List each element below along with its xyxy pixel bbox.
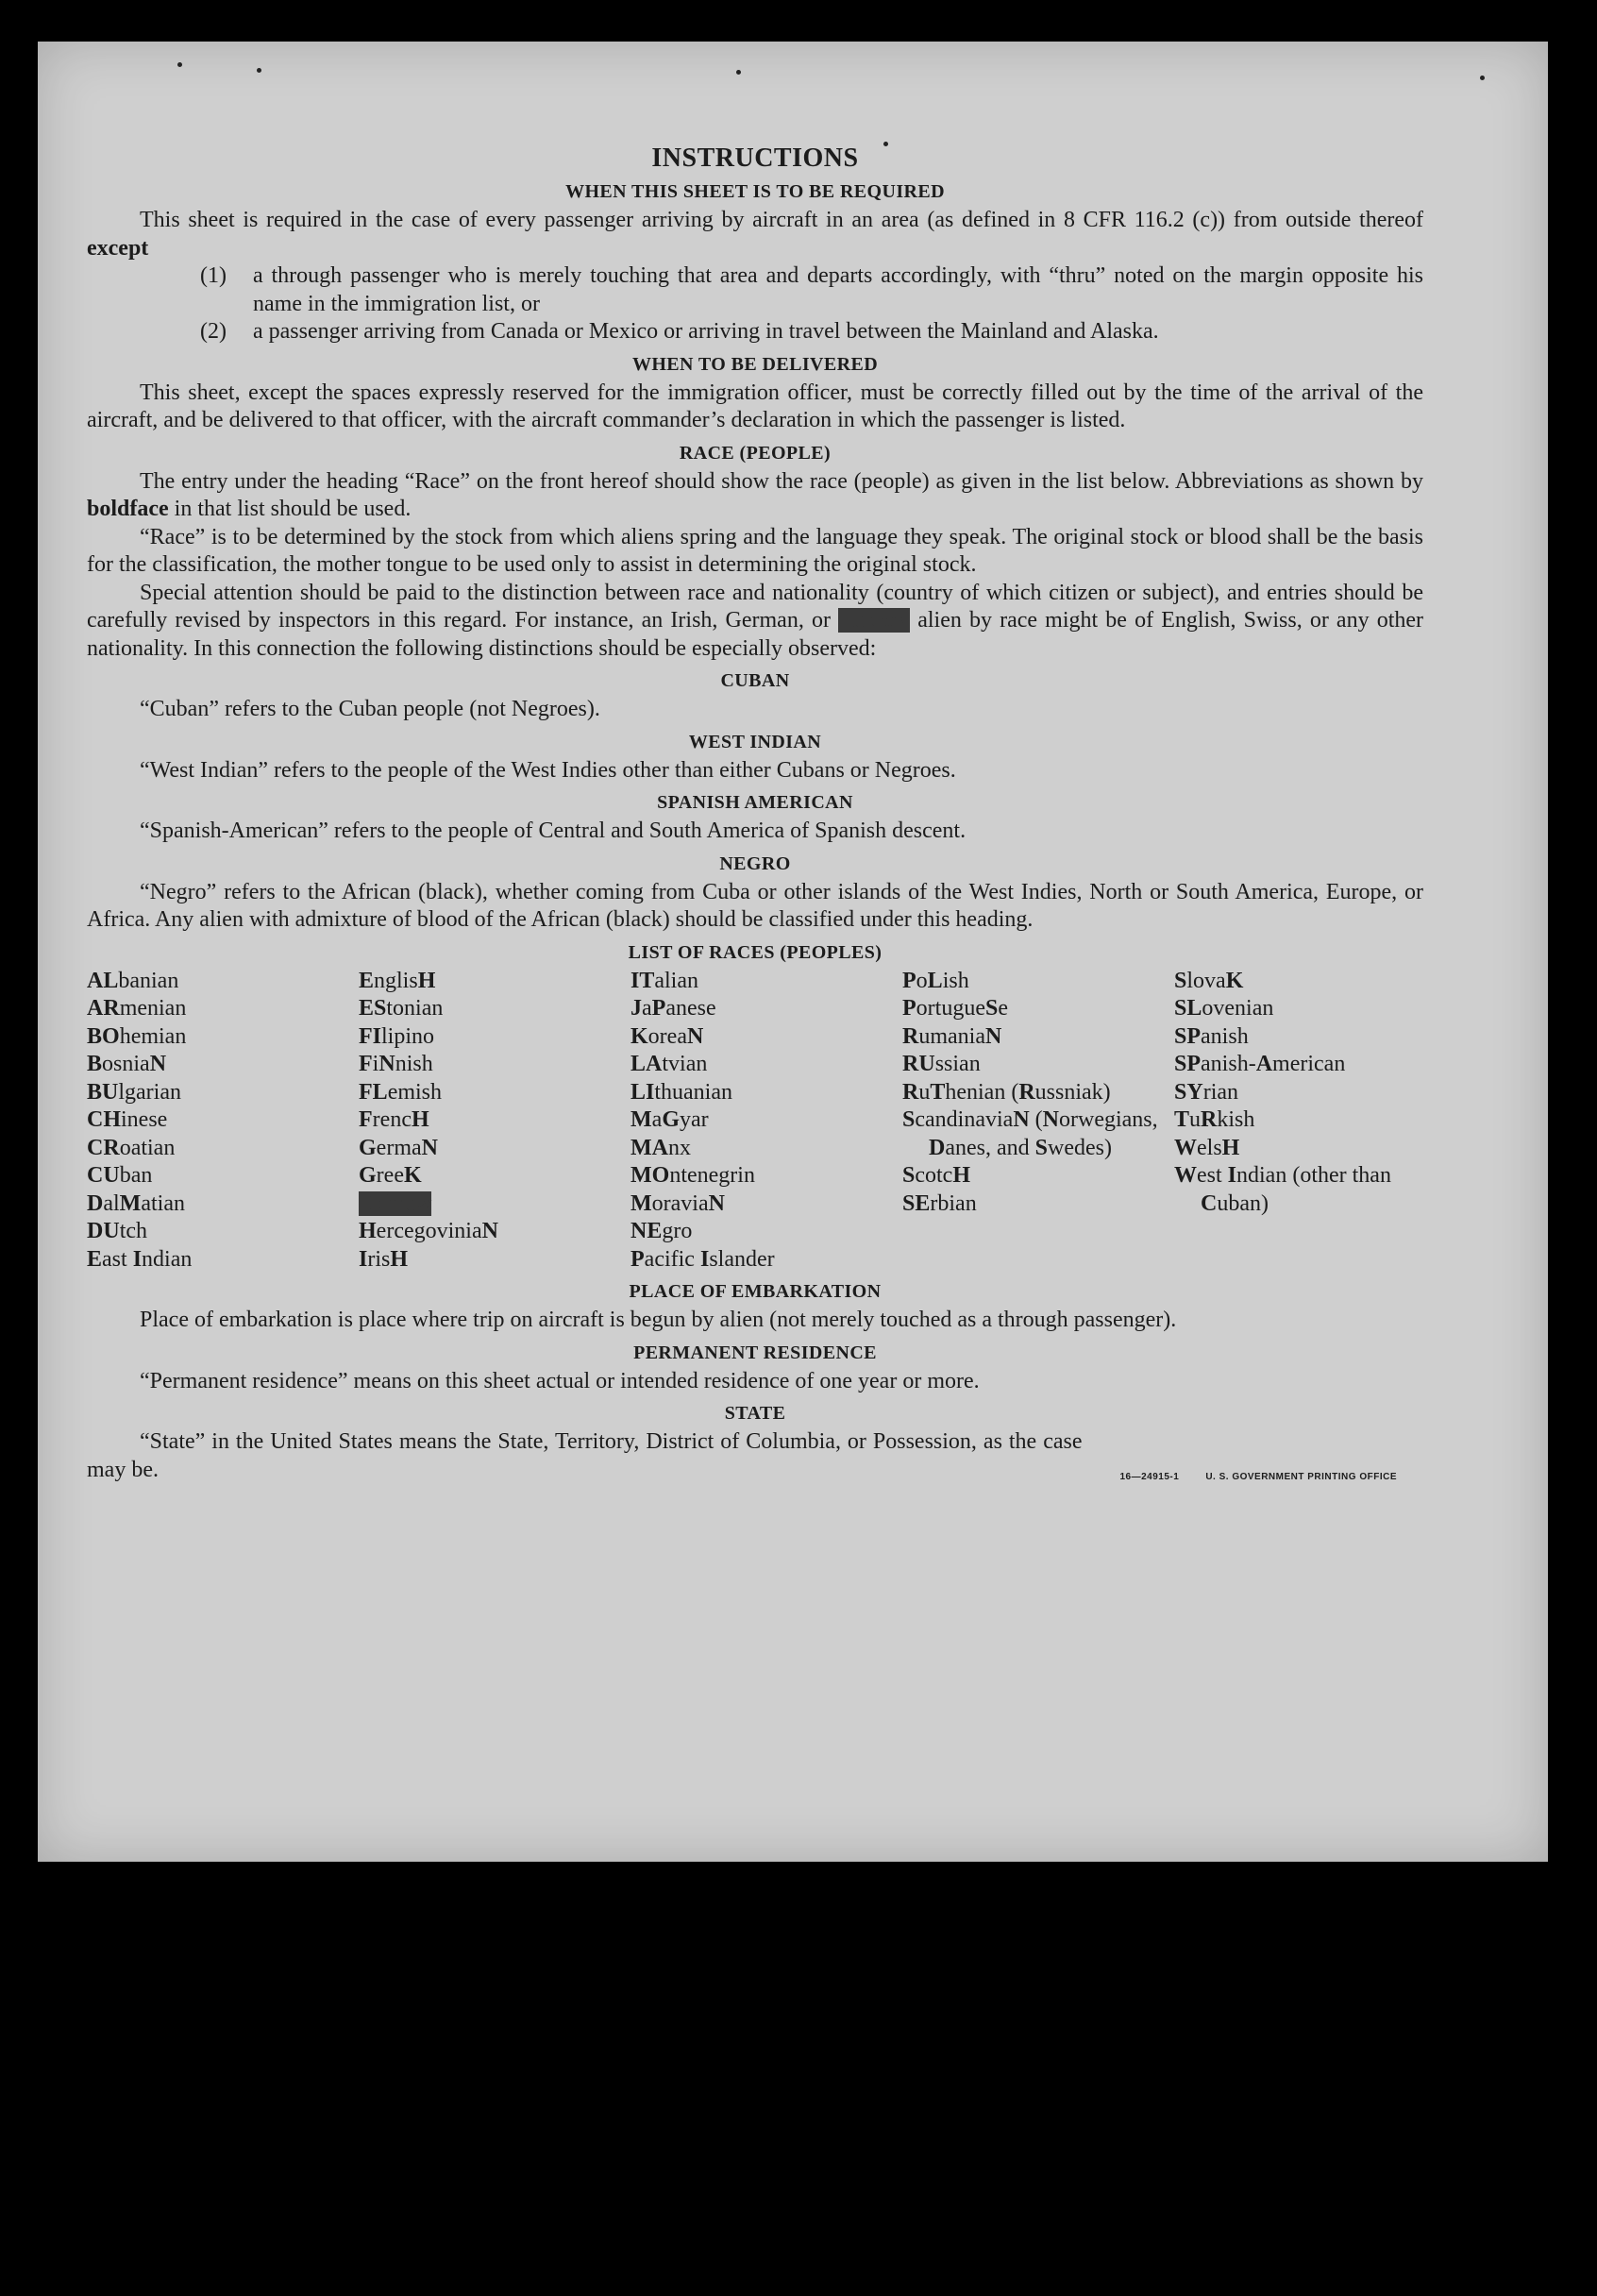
- race-entry: HercegoviniaN: [359, 1219, 498, 1243]
- race-entry: FIlipino: [359, 1023, 435, 1049]
- section-heading-residence: PERMANENT RESIDENCE: [633, 1342, 877, 1363]
- races-list: [87, 968, 1423, 1275]
- race-entry: ITalian: [630, 968, 698, 993]
- race-entry: EnglisH: [359, 968, 436, 993]
- race-column: [1174, 968, 1423, 1275]
- form-code: 16—24915-1: [1119, 1472, 1180, 1482]
- race-entry: ScandinaviaN (Norwegians, Danes, and Swedes): [902, 1107, 1158, 1160]
- section-heading-race: RACE (PEOPLE): [679, 442, 832, 464]
- section-heading-cuban: CUBAN: [720, 670, 790, 691]
- race-entry: GreeK: [359, 1163, 422, 1188]
- exception-number: (1): [200, 263, 227, 288]
- race-entry: East Indian: [87, 1246, 193, 1272]
- race-p1-text-end: in that list should be used.: [174, 497, 412, 521]
- race-entry: BUlgarian: [87, 1079, 181, 1105]
- race-entry: BosniaN: [87, 1052, 167, 1076]
- race-p3-text-end: alien by race might be of English, Swiss, or any other nationality. In this connection the following distinctions should be especially observed:: [87, 608, 1424, 661]
- ink-speck: [1480, 76, 1485, 80]
- race-p1-bold: boldface: [87, 497, 169, 521]
- race-entry: JaPanese: [630, 996, 716, 1021]
- race-entry: ARmenian: [87, 996, 187, 1021]
- page-title: INSTRUCTIONS: [651, 144, 859, 173]
- race-entry: CRoatian: [87, 1135, 176, 1160]
- race-paragraph-2: “Race” is to be determined by the stock from which aliens spring and the language they speak. The original stock or blood shall be the basis for the classification, the mother tongue to be used only to assist in determining the original stock.: [87, 524, 1423, 577]
- required-intro-bold: except: [87, 235, 149, 261]
- race-entry: MAnx: [630, 1135, 691, 1160]
- race-p1-text: The entry under the heading “Race” on the front hereof should show the race (people) as given in the list below. Abbreviations as shown by: [140, 468, 1423, 494]
- race-entry: WelsH: [1174, 1135, 1240, 1160]
- race-entry: MaGyar: [630, 1107, 709, 1132]
- race-p3-text: Special attention should be paid to the distinction between race and nationality (country of which citizen or subject), and entries should be carefully revised by inspectors in this regard. For instance, an Irish, German, or: [87, 580, 1423, 633]
- race-entry: ALbanian: [87, 968, 179, 993]
- race-entry: EStonian: [359, 996, 444, 1021]
- section-heading-embarkation: PLACE OF EMBARKATION: [629, 1281, 882, 1302]
- section-heading-races-list: LIST OF RACES (PEOPLES): [628, 941, 883, 963]
- race-entry: CUban: [87, 1163, 153, 1188]
- race-entry: MoraviaN: [630, 1190, 725, 1216]
- required-intro-text: This sheet is required in the case of every passenger arriving by aircraft in an area (as defined in 8 CFR 116.2 (c)) from outside thereof: [140, 208, 1423, 232]
- section-heading-west-indian: WEST INDIAN: [688, 731, 822, 752]
- race-entry: SPanish: [1174, 1023, 1249, 1049]
- exception-text: a through passenger who is merely touching that area and departs accordingly, with “thru” noted on the margin opposite his name in the immigration list, or: [253, 263, 1423, 316]
- redacted-word: Hebrew: [359, 1190, 432, 1216]
- ink-speck: [257, 68, 261, 73]
- race-entry: West Indian (other than Cuban): [1174, 1163, 1391, 1216]
- race-paragraph-1: [87, 468, 1423, 524]
- document-sheet: [38, 42, 1548, 1862]
- race-entry-redacted: [359, 1190, 630, 1219]
- race-entry: FiNnish: [359, 1052, 433, 1076]
- exception-number: (2): [200, 319, 227, 344]
- race-column: [87, 968, 359, 1275]
- race-entry: NEgro: [630, 1219, 693, 1243]
- ink-speck: [177, 62, 182, 67]
- west-indian-text: “West Indian” refers to the people of the West Indies other than either Cubans or Negroes.: [140, 757, 956, 783]
- race-entry: BOhemian: [87, 1023, 187, 1049]
- spanish-american-text: “Spanish-American” refers to the people of Central and South America of Spanish descent.: [140, 819, 967, 843]
- race-column: [902, 968, 1174, 1275]
- race-entry: KoreaN: [630, 1023, 704, 1049]
- race-entry: FLemish: [359, 1079, 443, 1105]
- race-entry: SErbian: [902, 1190, 977, 1216]
- race-entry: TuRkish: [1174, 1107, 1255, 1132]
- printing-code: [1119, 1472, 1423, 1484]
- race-entry: SPanish-American: [1174, 1052, 1346, 1076]
- negro-text: “Negro” refers to the African (black), whether coming from Cuba or other islands of the West Indies, North or South America, Europe, or Africa. Any alien with admixture of blood of the African (black) should be classified under this heading.: [87, 879, 1423, 932]
- state-text: “State” in the United States means the State, Territory, District of Columbia, or Possession, as the case may be.: [87, 1429, 1083, 1482]
- section-heading-spanish-american: SPANISH AMERICAN: [657, 792, 853, 813]
- state-footer-row: [87, 1428, 1423, 1484]
- exception-item: [200, 318, 1423, 346]
- race-entry: ScotcH: [902, 1163, 971, 1188]
- section-heading-required: WHEN THIS SHEET IS TO BE REQUIRED: [565, 181, 945, 202]
- required-intro: [87, 207, 1423, 262]
- race-entry: Pacific Islander: [630, 1246, 775, 1272]
- delivered-text: This sheet, except the spaces expressly reserved for the immigration officer, must be correctly filled out by the time of the arrival of the aircraft, and be delivered to that officer, with the aircraft commander’s declaration in which the passenger is listed.: [87, 380, 1423, 432]
- race-entry: RuThenian (Russniak): [902, 1079, 1111, 1105]
- race-column: [359, 968, 630, 1275]
- race-entry: CHinese: [87, 1107, 168, 1132]
- exception-text: a passenger arriving from Canada or Mexico or arriving in travel between the Mainland and Alaska.: [253, 319, 1159, 344]
- redacted-word: Hebrew: [838, 608, 911, 633]
- race-entry: PoLish: [902, 968, 969, 993]
- printer-name: U. S. GOVERNMENT PRINTING OFFICE: [1205, 1472, 1397, 1482]
- section-heading-delivered: WHEN TO BE DELIVERED: [631, 353, 879, 375]
- race-entry: MOntenegrin: [630, 1163, 755, 1188]
- race-column: [630, 968, 902, 1275]
- embarkation-text: Place of embarkation is place where trip on aircraft is begun by alien (not merely touched as a through passenger).: [140, 1308, 1177, 1332]
- race-entry: FrencH: [359, 1107, 429, 1132]
- race-entry: PortugueSe: [902, 996, 1008, 1021]
- race-entry: LIthuanian: [630, 1079, 732, 1105]
- race-entry: GermaN: [359, 1135, 438, 1160]
- race-entry: RUssian: [902, 1052, 981, 1076]
- race-paragraph-3: [87, 580, 1423, 664]
- race-entry: DalMatian: [87, 1190, 185, 1216]
- race-entry: SLovenian: [1174, 996, 1274, 1021]
- race-entry: SYrian: [1174, 1079, 1239, 1105]
- race-entry: IrisH: [359, 1246, 409, 1272]
- race-entry: LAtvian: [630, 1052, 708, 1076]
- section-heading-state: STATE: [724, 1403, 786, 1424]
- residence-text: “Permanent residence” means on this sheet actual or intended residence of one year or more.: [140, 1368, 980, 1393]
- instructions-content: [87, 144, 1423, 1484]
- ink-speck: [736, 70, 741, 75]
- cuban-text: “Cuban” refers to the Cuban people (not Negroes).: [140, 697, 600, 721]
- section-heading-negro: NEGRO: [719, 853, 791, 874]
- race-entry: RumaniaN: [902, 1023, 1002, 1049]
- race-entry: SlovaK: [1174, 968, 1244, 993]
- race-entry: DUtch: [87, 1219, 148, 1243]
- exception-item: [200, 262, 1423, 318]
